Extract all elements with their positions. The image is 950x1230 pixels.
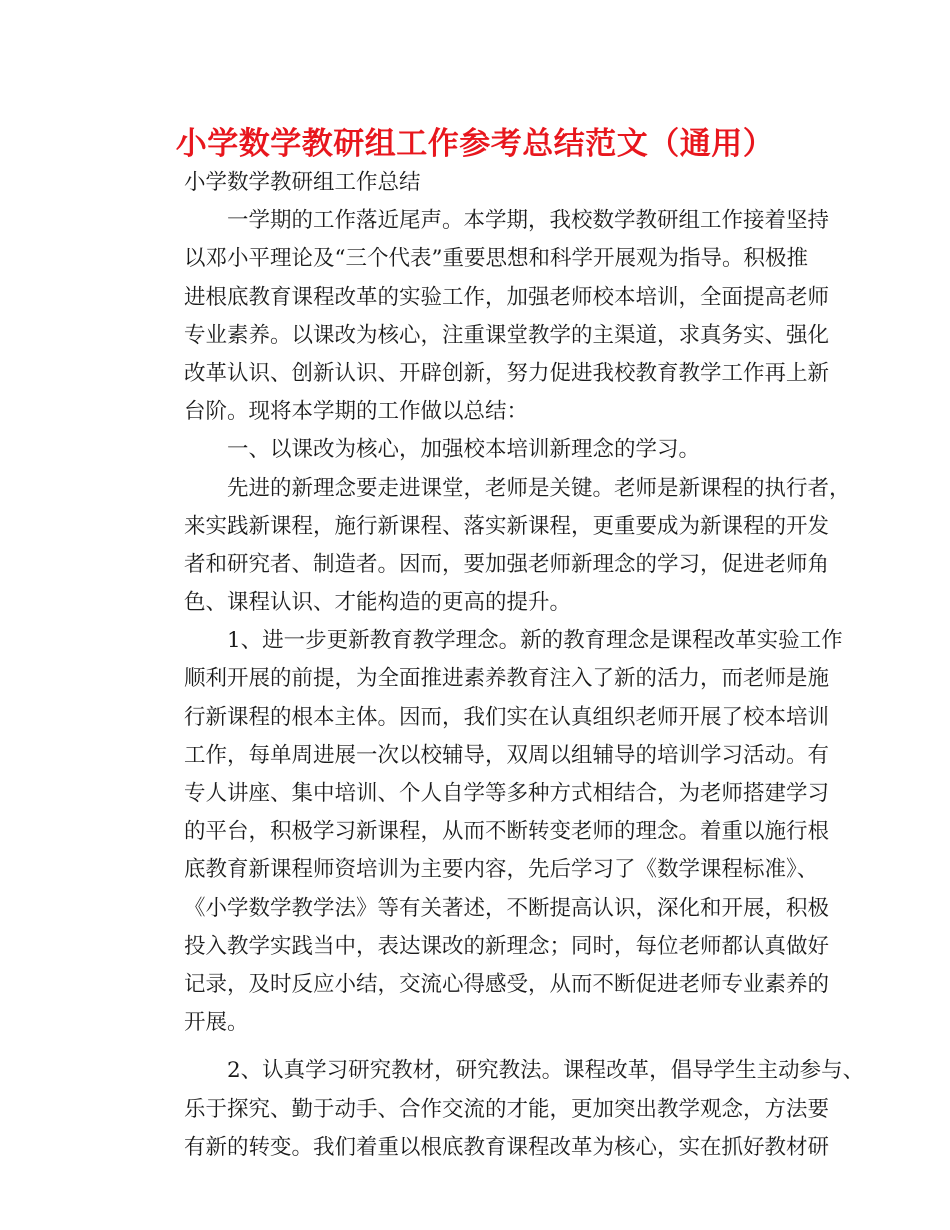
paragraph-line: 以邓小平理论及“三个代表”重要思想和科学开展观为指导。积极推: [184, 246, 808, 272]
paragraph-item-1: [141, 622, 843, 1042]
paragraph-line: 2、认真学习研究教材，研究教法。课程改革，倡导学生主动参与、: [227, 1058, 865, 1084]
paragraph-line: 色、课程认识、才能构造的更高的提升。: [184, 590, 572, 616]
document-body: [141, 164, 865, 1167]
paragraph-line: 1、进一步更新教育教学理念。新的教育理念是课程改革实验工作: [227, 628, 843, 654]
paragraph-line: 的平台，积极学习新课程，从而不断转变老师的理念。着重以施行根: [184, 819, 830, 845]
paragraph-line: 改革认识、创新认识、开辟创新，努力促进我校教育教学工作再上新: [184, 360, 830, 386]
document-subtitle: 小学数学教研组工作总结: [184, 170, 421, 195]
paragraph-section-1: [141, 470, 851, 623]
paragraph-line: 投入教学实践当中，表达课改的新理念；同时，每位老师都认真做好: [184, 933, 830, 959]
paragraph-line: 顺利开展的前提，为全面推进素养教育注入了新的活力，而老师是施: [184, 666, 830, 692]
paragraph-line: 来实践新课程，施行新课程、落实新课程，更重要成为新课程的开发: [184, 513, 830, 539]
paragraph-line: 专业素养。以课改为核心，注重课堂教学的主渠道，求真务实、强化: [184, 322, 830, 348]
paragraph-line: 行新课程的根本主体。因而，我们实在认真组织老师开展了校本培训: [184, 704, 830, 730]
paragraph-line: 《小学数学教学法》等有关著述，不断提高认识，深化和开展，积极: [184, 895, 830, 921]
paragraph-line: 乐于探究、勤于动手、合作交流的才能，更加突出教学观念，方法要: [184, 1096, 830, 1122]
paragraph-line: 台阶。现将本学期的工作做以总结：: [184, 399, 529, 425]
paragraph-line: 专人讲座、集中培训、个人自学等多种方式相结合，为老师搭建学习: [184, 781, 830, 806]
paragraph-line: 者和研究者、制造者。因而，要加强老师新理念的学习，促进老师角: [184, 551, 830, 577]
section-heading-line: 一、以课改为核心，加强校本培训新理念的学习。: [227, 437, 701, 463]
paragraph-line: 开展。: [184, 1010, 249, 1036]
paragraph-line: 先进的新理念要走进课堂，老师是关键。老师是新课程的执行者，: [227, 475, 851, 501]
paragraph-item-2: [141, 1052, 865, 1167]
section-heading-1: [141, 431, 821, 469]
paragraph-line: 进根底教育课程改革的实验工作，加强老师校本培训，全面提高老师: [184, 284, 830, 310]
paragraph-line: 底教育新课程师资培训为主要内容，先后学习了《数学课程标准》、: [184, 857, 819, 883]
paragraph-line: 一学期的工作落近尾声。本学期，我校数学教研组工作接着坚持: [227, 208, 830, 234]
paragraph-line: 记录，及时反应小结，交流心得感受，从而不断促进老师专业素养的: [184, 971, 830, 997]
paragraph-spacer: [141, 1042, 821, 1052]
document-title: 小学数学教研组工作参考总结范文（通用）: [175, 126, 775, 162]
paragraph-line: 有新的转变。我们着重以根底教育课程改革为核心，实在抓好教材研: [184, 1134, 830, 1160]
paragraph-line: 工作，每单周进展一次以校辅导，双周以组辅导的培训学习活动。有: [184, 742, 830, 768]
paragraph-intro: [141, 202, 830, 431]
